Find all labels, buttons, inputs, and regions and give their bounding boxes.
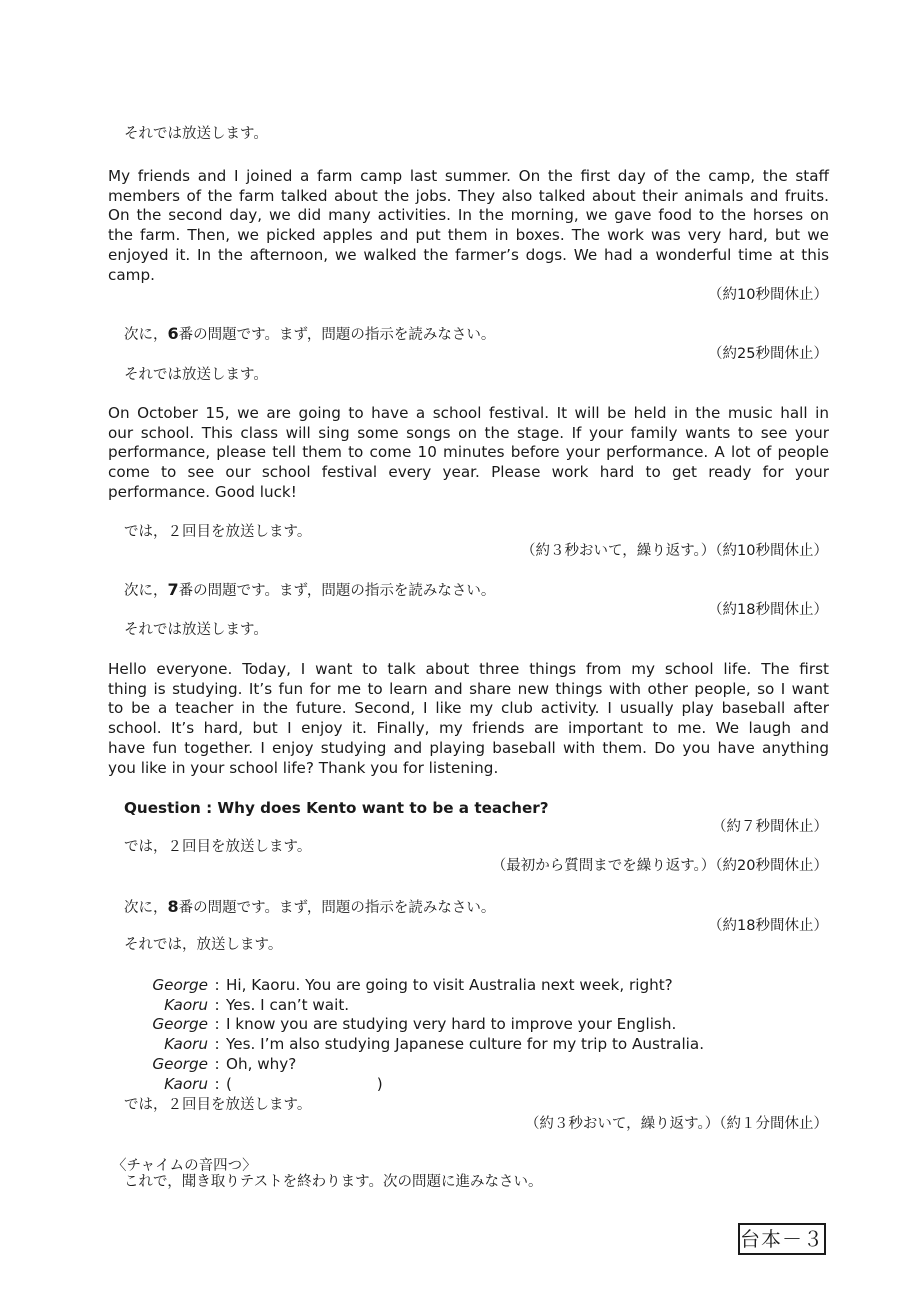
passage-line: performance. Good luck! bbox=[108, 482, 297, 501]
header-prefix: 次に， bbox=[124, 583, 168, 599]
utterance: Oh, why? bbox=[226, 1054, 297, 1073]
utterance: I know you are studying very hard to improve your English. bbox=[226, 1015, 677, 1034]
passage-line: members of the farm talked about the jobs. They also talked about their animals and fruits. bbox=[108, 186, 829, 205]
speaker-name: George bbox=[152, 1054, 208, 1073]
passage-line: enjoyed it. In the afternoon, we walked the farmer’s dogs. We had a wonderful time at this bbox=[108, 245, 829, 264]
pause-note: （最初から質問までを繰り返す。）（約20秒間休止） bbox=[491, 858, 828, 874]
passage-line: have fun together. I enjoy studying and playing baseball with them. Do you have anything bbox=[108, 738, 829, 757]
speaker-name: Kaoru bbox=[164, 995, 208, 1014]
question-text-7: Question : Why does Kento want to be a teacher? bbox=[124, 799, 549, 817]
passage-line: our school. This class will sing some songs on the stage. If your family wants to see your bbox=[108, 423, 829, 442]
passage-line: On the second day, we did many activities. In the morning, we gave food to the horses on bbox=[108, 206, 829, 225]
passage-5 bbox=[108, 167, 829, 285]
passage-line: come to see our school festival every year. Please work hard to get ready for your bbox=[108, 463, 829, 482]
dialogue-line: Kaoru : ( ) bbox=[108, 1075, 704, 1095]
pause-note: （約25秒間休止） bbox=[708, 346, 828, 362]
closing-text: これで，聞き取りテストを終わります。次の問題に進みなさい。 bbox=[124, 1174, 543, 1190]
question-header-6 bbox=[124, 324, 495, 345]
speaker-name: Kaoru bbox=[164, 1035, 208, 1054]
header-suffix: 番の問題です。まず，問題の指示を読みなさい。 bbox=[178, 327, 496, 343]
repeat-note-7: では，２回目を放送します。 bbox=[124, 839, 312, 855]
passage-line: you like in your school life? Thank you for listening. bbox=[108, 758, 499, 777]
dialogue-line: Kaoru : Yes. I’m also studying Japanese culture for my trip to Australia. bbox=[108, 1035, 704, 1055]
utterance: Yes. I can’t wait. bbox=[226, 995, 350, 1014]
pause-note: （約３秒おいて，繰り返す。）（約１分間休止） bbox=[524, 1116, 828, 1132]
answer-blank: ( ) bbox=[226, 1074, 383, 1093]
question-number: 8 bbox=[167, 897, 179, 916]
passage-7 bbox=[108, 660, 829, 778]
question-number: 6 bbox=[167, 324, 179, 343]
repeat-note-6: では，２回目を放送します。 bbox=[124, 524, 312, 540]
passage-line: Hello everyone. Today, I want to talk about three things from my school life. The first bbox=[108, 660, 829, 678]
dialogue-8 bbox=[108, 976, 704, 1094]
dialogue-line: George : I know you are studying very hard to improve your English. bbox=[108, 1015, 704, 1035]
utterance: Hi, Kaoru. You are going to visit Australia next week, right? bbox=[226, 976, 673, 994]
header-suffix: 番の問題です。まず，問題の指示を読みなさい。 bbox=[178, 583, 496, 599]
repeat-note-8: では，２回目を放送します。 bbox=[124, 1097, 312, 1113]
dialogue-line: Kaoru : Yes. I can’t wait. bbox=[108, 996, 704, 1016]
question-header-8 bbox=[124, 897, 495, 918]
speaker-name: George bbox=[152, 1015, 208, 1034]
speaker-name: Kaoru bbox=[164, 1074, 208, 1093]
pause-note: （約３秒おいて，繰り返す。）（約10秒間休止） bbox=[521, 543, 828, 559]
page-label: 台本－３ bbox=[738, 1223, 826, 1255]
header-suffix: 番の問題です。まず，問題の指示を読みなさい。 bbox=[178, 900, 496, 916]
pause-note: （約18秒間休止） bbox=[708, 918, 828, 934]
broadcast-start-8: それでは，放送します。 bbox=[124, 937, 283, 953]
broadcast-start-5: それでは放送します。 bbox=[124, 126, 268, 142]
passage-line: performance, please tell them to come 10 minutes before your performance. A lot of people bbox=[108, 443, 829, 462]
passage-line: the farm. Then, we picked apples and put them in boxes. The work was very hard, but we bbox=[108, 226, 829, 245]
passage-line: camp. bbox=[108, 265, 155, 284]
question-header-7 bbox=[124, 580, 495, 601]
passage-line: to be a teacher in the future. Second, I like my club activity. I usually play baseball after bbox=[108, 699, 829, 718]
broadcast-start-6: それでは放送します。 bbox=[124, 367, 268, 383]
passage-line: On October 15, we are going to have a school festival. It will be held in the music hall in bbox=[108, 404, 829, 422]
passage-line: school. It’s hard, but I enjoy it. Finally, my friends are important to me. We laugh and bbox=[108, 719, 829, 738]
dialogue-line: George : Hi, Kaoru. You are going to visit Australia next week, right? bbox=[108, 976, 704, 996]
header-prefix: 次に， bbox=[124, 900, 168, 916]
chime-note: 〈チャイムの音四つ〉 bbox=[112, 1158, 257, 1174]
header-prefix: 次に， bbox=[124, 327, 168, 343]
pause-note: （約18秒間休止） bbox=[708, 602, 828, 618]
pause-note: （約10秒間休止） bbox=[708, 287, 828, 303]
pause-note: （約７秒間休止） bbox=[712, 819, 828, 835]
passage-line: My friends and I joined a farm camp last summer. On the first day of the camp, the staff bbox=[108, 167, 829, 185]
dialogue-line: George : Oh, why? bbox=[108, 1055, 704, 1075]
speaker-name: George bbox=[152, 976, 208, 994]
passage-6 bbox=[108, 404, 829, 503]
utterance: Yes. I’m also studying Japanese culture for my trip to Australia. bbox=[226, 1035, 705, 1054]
question-number: 7 bbox=[167, 580, 179, 599]
broadcast-start-7: それでは放送します。 bbox=[124, 622, 268, 638]
passage-line: thing is studying. It’s fun for me to learn and share new things with other people, so I want bbox=[108, 679, 829, 698]
